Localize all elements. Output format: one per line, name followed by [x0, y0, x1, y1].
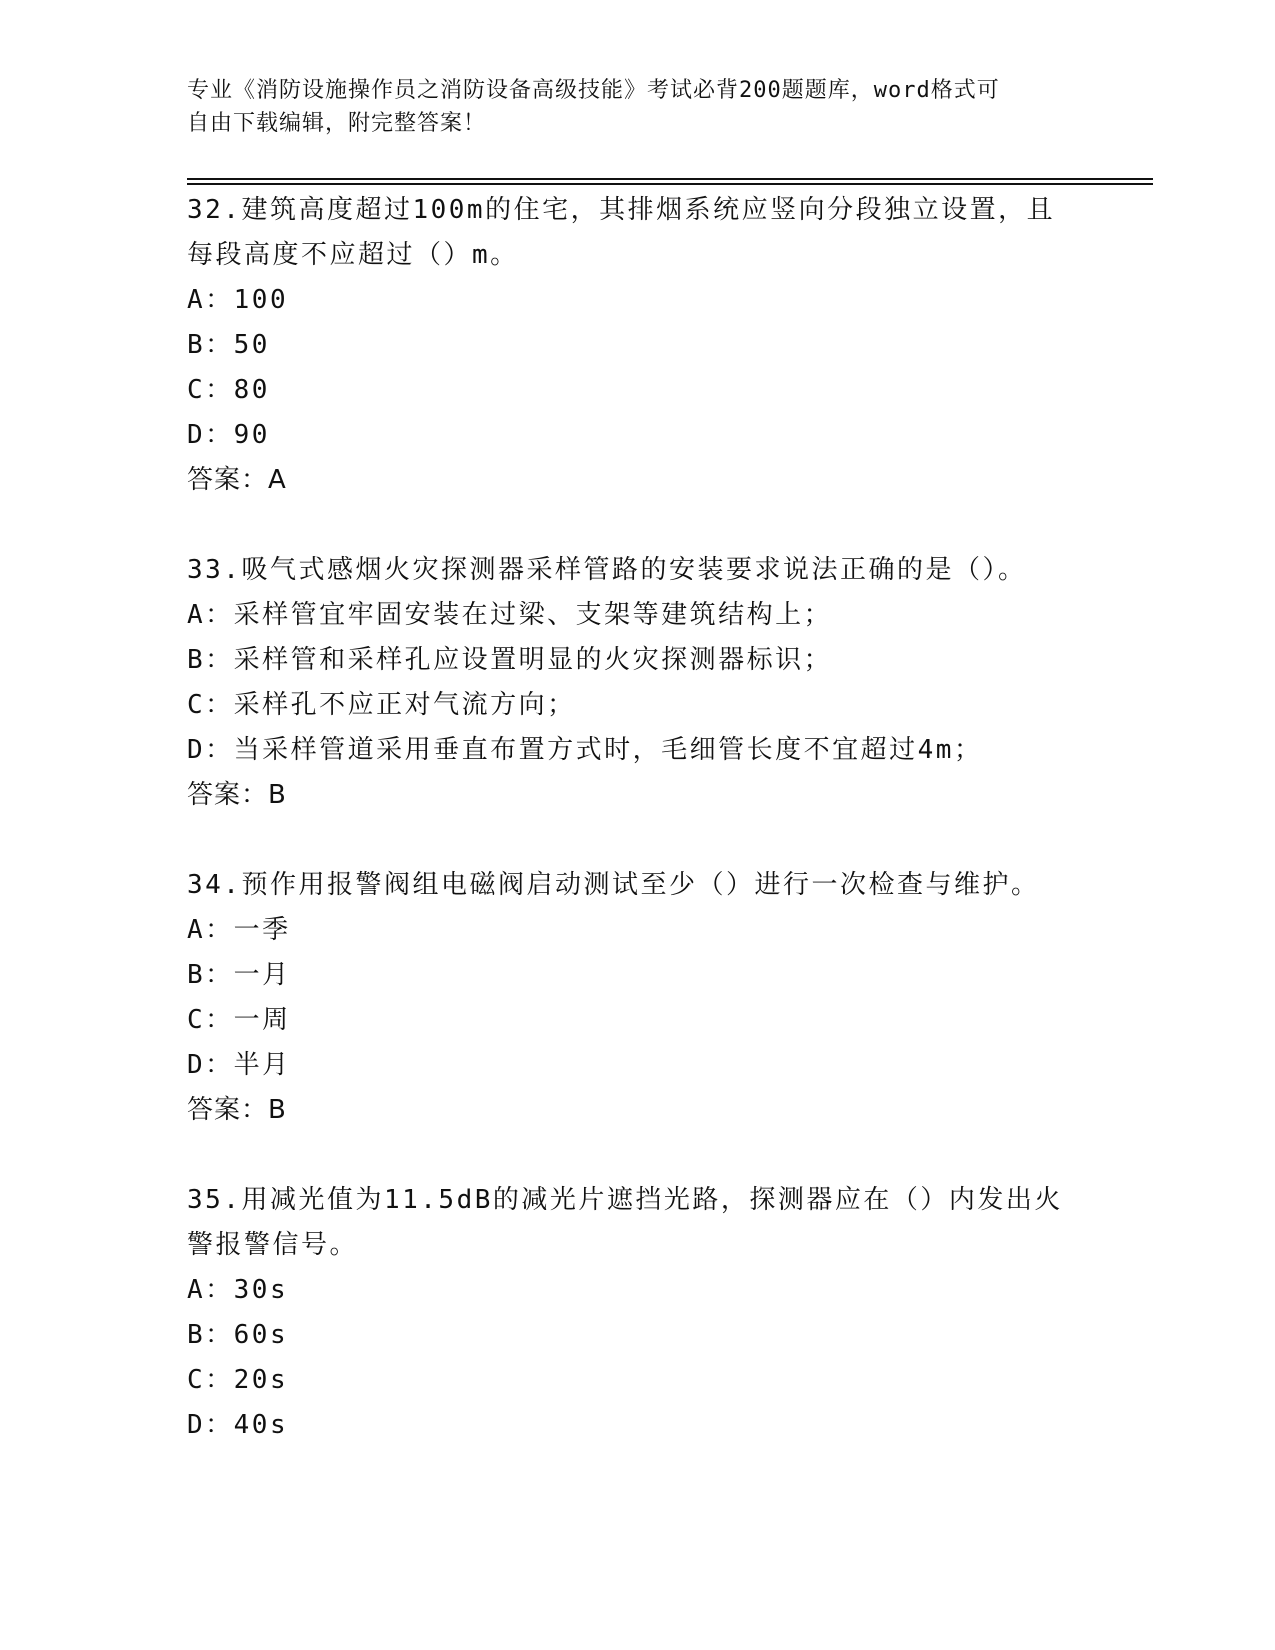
answer-line: 答案：B — [187, 780, 287, 810]
option-a: A：100 — [187, 285, 289, 315]
option-c: C：一周 — [187, 1005, 291, 1035]
option-d: D：90 — [187, 420, 270, 450]
option-a: A：30s — [187, 1275, 289, 1305]
question-33 — [187, 548, 1087, 818]
option-b: B：60s — [187, 1320, 289, 1350]
question-stem-line: 32.建筑高度超过100m的住宅，其排烟系统应竖向分段独立设置，且 — [187, 195, 1056, 225]
option-d: D：当采样管道采用垂直布置方式时，毛细管长度不宜超过4m； — [187, 735, 983, 765]
document-header — [187, 74, 1087, 140]
option-b: B：采样管和采样孔应设置明显的火灾探测器标识； — [187, 645, 833, 675]
question-stem-line: 33.吸气式感烟火灾探测器采样管路的安装要求说法正确的是（）。 — [187, 555, 1027, 585]
header-divider-bottom — [187, 183, 1153, 185]
question-stem-line: 警报警信号。 — [187, 1230, 359, 1260]
option-a: A：一季 — [187, 915, 291, 945]
option-b: B：50 — [187, 330, 270, 360]
question-stem-line: 每段高度不应超过（）m。 — [187, 240, 519, 270]
question-stem-line: 35.用减光值为11.5dB的减光片遮挡光路，探测器应在（）内发出火 — [187, 1185, 1063, 1215]
answer-line: 答案：B — [187, 1095, 287, 1125]
option-c: C：80 — [187, 375, 270, 405]
option-d: D：半月 — [187, 1050, 291, 1080]
header-line-2: 自由下载编辑，附完整答案！ — [187, 111, 487, 136]
question-34 — [187, 863, 1087, 1133]
question-32 — [187, 188, 1087, 503]
question-list — [187, 188, 1087, 1493]
option-b: B：一月 — [187, 960, 291, 990]
header-line-1: 专业《消防设施操作员之消防设备高级技能》考试必背200题题库，word格式可 — [187, 78, 1000, 103]
option-c: C：20s — [187, 1365, 289, 1395]
option-c: C：采样孔不应正对气流方向； — [187, 690, 576, 720]
header-divider-top — [187, 178, 1153, 180]
option-d: D：40s — [187, 1410, 289, 1440]
question-stem-line: 34.预作用报警阀组电磁阀启动测试至少（）进行一次检查与维护。 — [187, 870, 1040, 900]
question-35 — [187, 1178, 1087, 1448]
option-a: A：采样管宜牢固安装在过梁、支架等建筑结构上； — [187, 600, 833, 630]
answer-line: 答案：A — [187, 465, 287, 495]
